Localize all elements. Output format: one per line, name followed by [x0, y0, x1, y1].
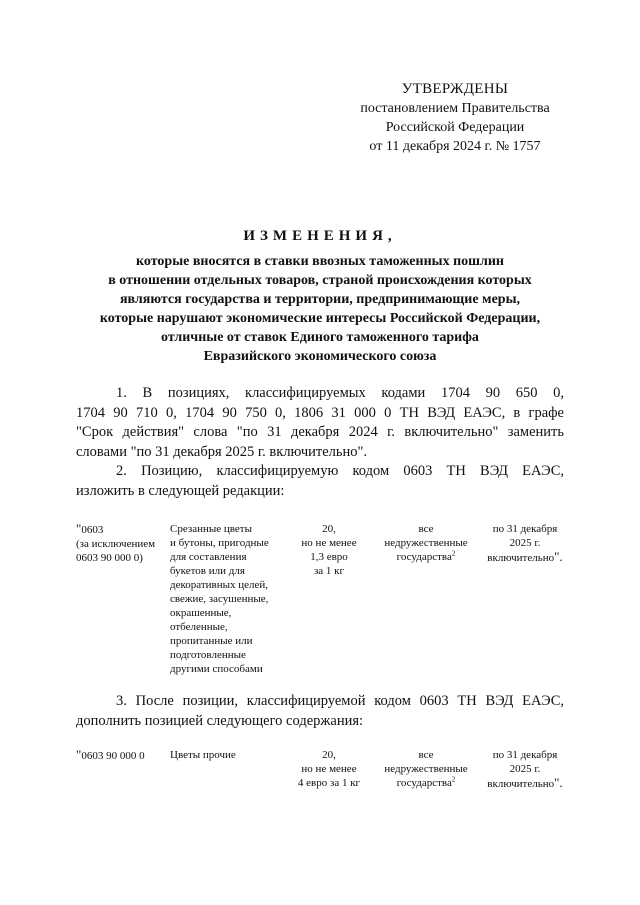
description-line: Цветы прочие	[170, 749, 236, 761]
open-quote: "	[76, 747, 82, 762]
countries-cell	[374, 748, 478, 790]
paragraph-line: изложить в следующей редакции:	[76, 482, 285, 499]
rate-line: 1,3 евро	[310, 551, 348, 563]
rate-line: 20,	[322, 523, 336, 535]
open-quote: "	[76, 521, 82, 536]
rate-line: но не менее	[301, 763, 357, 775]
code-line: 0603 90 000 0	[81, 750, 145, 762]
countries-line: недружественные	[384, 537, 468, 549]
paragraph-line: "Срок действия" слова "по 31 декабря 2024 г. включительно" заменить	[76, 424, 564, 440]
rate-line: 20,	[322, 749, 336, 761]
description-cell	[170, 748, 288, 762]
paragraph-line: 2. Позицию, классифицируемую кодом 0603 ТН ВЭД ЕАЭС,	[116, 463, 564, 479]
validity-cell	[480, 748, 570, 791]
description-line: букетов или для	[170, 565, 245, 577]
tariff-row-0603	[76, 521, 566, 675]
description-line: отбеленные,	[170, 621, 228, 633]
approval-line: от 11 декабря 2024 г. № 1757	[369, 139, 541, 154]
description-cell	[170, 522, 288, 676]
paragraph-1	[76, 384, 564, 462]
rate-line: но не менее	[301, 537, 357, 549]
paragraph-2	[76, 462, 564, 501]
validity-line: 2025 г.	[509, 763, 541, 775]
description-line: свежие, засушенные,	[170, 593, 269, 605]
description-line: для составления	[170, 551, 247, 563]
validity-line: 2025 г.	[509, 537, 541, 549]
description-line: и бутоны, пригодные	[170, 537, 269, 549]
countries-line: все	[418, 523, 434, 535]
approval-block	[300, 80, 610, 156]
rate-cell	[288, 748, 370, 790]
validity-cell	[480, 522, 570, 565]
subtitle-line: в отношении отдельных товаров, страной происхождения которых	[108, 273, 532, 288]
paragraph-line: 1. В позициях, классифицируемых кодами 1704 90 650 0,	[116, 385, 564, 401]
paragraph-3	[76, 692, 564, 731]
validity-line: включительно	[487, 778, 555, 790]
close-quote: ".	[554, 549, 563, 564]
subtitle-line: которые нарушают экономические интересы Российской Федерации,	[99, 311, 541, 326]
subtitle-line: отличные от ставок Единого таможенного тарифа	[161, 330, 479, 345]
description-line: окрашенные,	[170, 607, 232, 619]
paragraph-line: 3. После позиции, классифицируемой кодом 0603 ТН ВЭД ЕАЭС,	[116, 693, 564, 709]
description-line: Срезанные цветы	[170, 523, 252, 535]
rate-line: за 1 кг	[313, 565, 345, 577]
countries-line: государства	[396, 551, 452, 563]
paragraph-line: 1704 90 710 0, 1704 90 750 0, 1806 31 000 0 ТН ВЭД ЕАЭС, в графе	[76, 404, 564, 421]
approval-heading: УТВЕРЖДЕНЫ	[401, 81, 509, 97]
description-line: пропитанные или	[170, 635, 253, 647]
validity-line: по 31 декабря	[492, 749, 558, 761]
countries-cell	[374, 522, 478, 564]
validity-line: по 31 декабря	[492, 523, 558, 535]
close-quote: ".	[554, 775, 563, 790]
countries-line: недружественные	[384, 763, 468, 775]
code-line: (за исключением	[76, 538, 156, 550]
tariff-row-0603-90	[76, 748, 566, 798]
subtitle-line: которые вносятся в ставки ввозных таможенных пошлин	[136, 254, 504, 269]
countries-line: все	[418, 749, 434, 761]
description-line: подготовленные	[170, 649, 246, 661]
footnote-marker: 2	[451, 549, 456, 558]
rate-line: 4 евро за 1 кг	[297, 777, 361, 789]
document-subtitle	[60, 252, 580, 366]
countries-line: государства	[396, 777, 452, 789]
validity-line: включительно	[487, 552, 555, 564]
document-title: ИЗМЕНЕНИЯ,	[243, 228, 397, 244]
approval-line: Российской Федерации	[385, 120, 525, 135]
code-line: 0603 90 000 0)	[76, 552, 143, 564]
description-line: другими способами	[170, 663, 263, 675]
paragraph-line: словами "по 31 декабря 2025 г. включительно".	[76, 443, 368, 460]
footnote-marker: 2	[451, 775, 456, 784]
subtitle-line: Евразийского экономического союза	[203, 349, 437, 364]
rate-cell	[288, 522, 370, 578]
approval-line: постановлением Правительства	[360, 101, 550, 116]
code-cell	[76, 522, 166, 565]
code-cell	[76, 748, 166, 763]
subtitle-line: являются государства и территории, предпринимающие меры,	[119, 292, 521, 307]
paragraph-line: дополнить позицией следующего содержания:	[76, 712, 364, 729]
code-line: 0603	[81, 524, 104, 536]
description-line: декоративных целей,	[170, 579, 269, 591]
